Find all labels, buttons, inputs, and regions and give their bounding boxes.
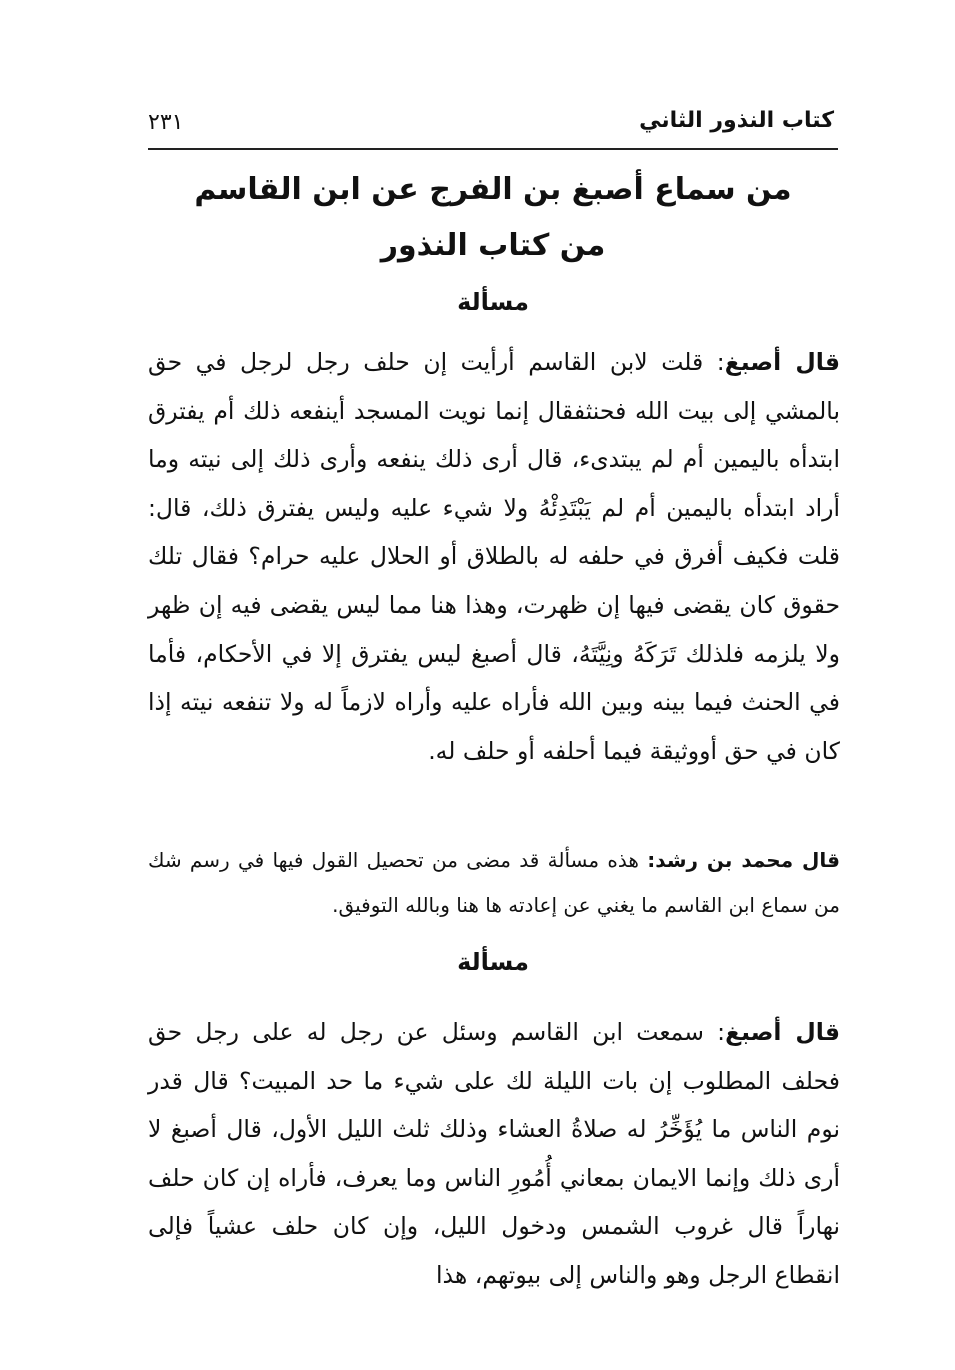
section-heading: مسألة [457, 948, 529, 976]
speaker-label: قال أصبغ [724, 348, 840, 376]
paragraph-text: : سمعت ابن القاسم وسئل عن رجل له على رجل حق فحلف المطلوب إن بات الليلة لك على شيء ما حد المبيت؟ قال قدر نوم الناس ما يُؤَخِّرُ له صلاةُ العشاء وذلك ثلث الليل الأول، قال أصبغ لا أرى ذلك وإنما الايمان بمعاني أُمُورِ الناس وما يعرف، فأراه إن كان حلف نهاراً قال غروب الشمس ودخول الليل، وإن كان حلف عشياً فإلى انقطاع الرجل وهو والناس إلى بيوتهم، هذا [148, 1018, 840, 1289]
running-header [148, 108, 838, 150]
book-title: كتاب النذور الثاني [639, 108, 834, 133]
speaker-label: قال محمد بن رشد: [647, 848, 840, 872]
paragraph-text: : قلت لابن القاسم أرأيت إن حلف رجل لرجل في حق بالمشي إلى بيت الله فحنثفقال إنما نويت المسجد أينفعه ذلك أم يفترق ابتدأه باليمين أم لم يبتدىء، قال أرى ذلك ينفعه وأرى ذلك إلى نيته وما أراد ابتدأه باليمين أم لم يَبْتَدِئْهُ ولا شيء عليه وليس يفترق ذلك، قال: قلت فكيف أفرق في حلفه له بالطلاق أو الحلال عليه حرام؟ فقال تلك حقوق كان يقضى فيها إن ظهرت، وهذا هنا مما ليس يقضى فيه إن ظهر ولا يلزمه فلذلك تَرَكَهُ ونِيَّتَهُ، قال أصبغ ليس يفترق إلا في الأحكام، فأما في الحنث فيما بينه وبين الله فأراه عليه وأراه لازماً له ولا تنفعه نيته إذا كان في حق أووثيقة فيما أحلفه أو حلف له. [148, 348, 840, 765]
paragraph [148, 1008, 840, 1300]
chapter-title-line-2: من كتاب النذور [380, 228, 606, 263]
page-number: ٢٣١ [148, 110, 184, 135]
paragraph-text: هذه مسألة قد مضى من تحصيل القول فيها في رسم شك من سماع ابن القاسم ما يغني عن إعادته ها هنا وبالله التوفيق. [148, 848, 840, 917]
speaker-label: قال أصبغ [725, 1018, 840, 1046]
commentary-paragraph [148, 838, 840, 928]
paragraph [148, 338, 840, 775]
chapter-title-line-1: من سماع أصبغ بن الفرج عن ابن القاسم [194, 172, 792, 207]
section-heading: مسألة [457, 288, 529, 316]
